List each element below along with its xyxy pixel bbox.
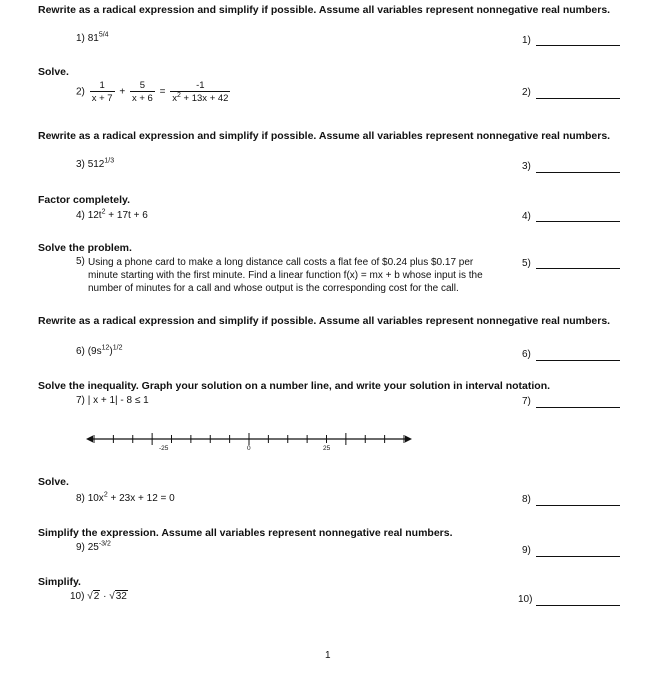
plus-sign: + — [119, 86, 126, 98]
answer-blank-8[interactable] — [536, 505, 620, 506]
instruction-solve-2: Solve. — [38, 476, 69, 488]
problem-7 — [76, 395, 149, 406]
problem-5-text: Using a phone card to make a long distance call costs a flat fee of $0.24 plus $0.17 per minute starting with the first minute. Find a linear function f(x) = mx + b whose input is the number of minutes for a call and whose output is the corresponding cost for the call. — [88, 257, 483, 294]
answer-blank-5[interactable] — [536, 268, 620, 269]
problem-3 — [76, 159, 114, 170]
instruction-solve-problem: Solve the problem. — [38, 242, 132, 254]
instruction-inequality: Solve the inequality. Graph your solution on a number line, and write your solution in interval notation. — [38, 380, 551, 392]
fraction-2-numerator: 5 — [139, 80, 146, 91]
problem-9-exponent: -3/2 — [98, 540, 111, 548]
left-arrow-icon — [86, 436, 93, 443]
problem-6-close: ) — [109, 346, 113, 357]
problem-1-base: 81 — [87, 33, 99, 44]
instruction-simplify: Simplify. — [38, 576, 81, 588]
fraction-1 — [90, 80, 115, 104]
number-line-label-neg25: -25 — [159, 445, 169, 452]
problem-6-open: (9s — [87, 346, 102, 357]
problem-6-exponent: 1/2 — [112, 344, 123, 352]
problem-8 — [76, 493, 175, 504]
problem-4-label: 4) — [76, 210, 85, 221]
sqrt-2-radicand: 32 — [115, 591, 127, 602]
problem-8-label: 8) — [76, 493, 85, 504]
answer-label-8: 8) — [522, 494, 531, 505]
instruction-radical-1: Rewrite as a radical expression and simplify if possible. Assume all variables represent nonnegative real numbers. — [38, 4, 611, 16]
problem-4-rest: + 17t + 6 — [105, 210, 148, 221]
answer-blank-7[interactable] — [536, 407, 620, 408]
answer-blank-9[interactable] — [536, 556, 620, 557]
problem-3-base: 512 — [87, 159, 105, 170]
problem-6 — [76, 346, 122, 357]
answer-label-9: 9) — [522, 545, 531, 556]
fraction-3-denominator — [170, 91, 230, 104]
problem-6-inner-exponent: 12 — [101, 344, 110, 352]
fraction-3-den-var: x — [172, 93, 177, 104]
answer-label-5: 5) — [522, 258, 531, 269]
problem-4 — [76, 210, 148, 221]
sqrt-1 — [87, 591, 100, 602]
problem-9 — [76, 542, 111, 553]
problem-8-term: 10x — [87, 493, 104, 504]
page-number: 1 — [325, 650, 331, 661]
problem-10-dot: · — [103, 591, 107, 602]
answer-blank-10[interactable] — [536, 605, 620, 606]
fraction-3-den-exp: 2 — [177, 91, 181, 99]
answer-label-2: 2) — [522, 87, 531, 98]
problem-1 — [76, 33, 109, 44]
instruction-radical-2: Rewrite as a radical expression and simplify if possible. Assume all variables represent nonnegative real numbers. — [38, 130, 611, 142]
fraction-1-denominator: x + 7 — [91, 93, 113, 104]
problem-4-term: 12t — [87, 210, 102, 221]
fraction-1-numerator: 1 — [99, 80, 105, 91]
problem-1-label: 1) — [76, 33, 85, 44]
problem-9-base: 25 — [87, 542, 99, 553]
sqrt-1-radicand: 2 — [93, 591, 100, 602]
answer-label-10: 10) — [518, 594, 533, 605]
problem-9-label: 9) — [76, 542, 85, 553]
problem-7-expression: | x + 1| - 8 ≤ 1 — [87, 395, 149, 406]
answer-label-7: 7) — [522, 396, 531, 407]
problem-5-label: 5) — [76, 256, 85, 267]
fraction-3 — [170, 80, 230, 104]
problem-8-rest: + 23x + 12 = 0 — [107, 493, 175, 504]
problem-8-exponent: 2 — [103, 491, 108, 499]
answer-blank-4[interactable] — [536, 221, 620, 222]
answer-label-3: 3) — [522, 161, 531, 172]
number-line[interactable] — [86, 432, 412, 460]
problem-3-label: 3) — [76, 159, 85, 170]
sqrt-2-icon: √ — [109, 591, 115, 602]
fraction-2 — [130, 80, 155, 104]
problem-2-label: 2) — [76, 86, 85, 98]
fraction-3-den-rest: + 13x + 42 — [180, 93, 229, 104]
problem-3-exponent: 1/3 — [104, 157, 115, 165]
problem-7-label: 7) — [76, 395, 85, 406]
problem-10-label: 10) — [70, 591, 85, 602]
answer-label-6: 6) — [522, 349, 531, 360]
answer-label-4: 4) — [522, 211, 531, 222]
number-line-label-25: 25 — [323, 445, 331, 452]
instruction-simplify-expression: Simplify the expression. Assume all variables represent nonnegative real numbers. — [38, 527, 453, 539]
instruction-radical-3: Rewrite as a radical expression and simplify if possible. Assume all variables represent nonnegative real numbers. — [38, 315, 611, 327]
equals-sign: = — [159, 86, 166, 98]
number-line-label-0: 0 — [247, 445, 251, 452]
problem-2 — [76, 80, 232, 104]
problem-10 — [70, 591, 128, 602]
fraction-3-numerator: -1 — [196, 80, 205, 91]
fraction-2-denominator: x + 6 — [131, 93, 153, 104]
answer-label-1: 1) — [522, 35, 531, 46]
sqrt-1-icon: √ — [87, 591, 93, 602]
problem-6-label: 6) — [76, 346, 85, 357]
answer-blank-3[interactable] — [536, 172, 620, 173]
answer-blank-1[interactable] — [536, 45, 620, 46]
instruction-factor: Factor completely. — [38, 194, 130, 206]
instruction-solve-1: Solve. — [38, 66, 69, 78]
right-arrow-icon — [405, 436, 412, 443]
sqrt-2 — [109, 591, 128, 602]
answer-blank-6[interactable] — [536, 360, 620, 361]
problem-1-exponent: 5/4 — [98, 31, 109, 39]
answer-blank-2[interactable] — [536, 98, 620, 99]
problem-4-exponent: 2 — [101, 208, 106, 216]
